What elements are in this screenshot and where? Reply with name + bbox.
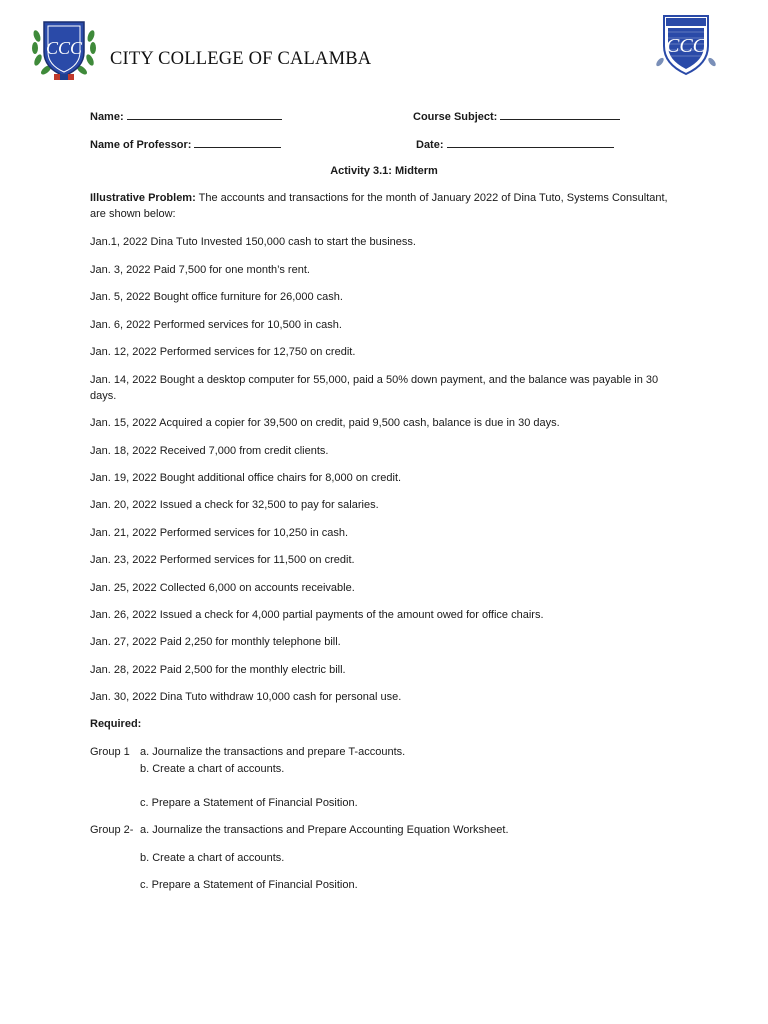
group1-task-c: c. Prepare a Statement of Financial Position. (140, 797, 358, 809)
name-field (90, 108, 282, 125)
group2-task-b: b. Create a chart of accounts. (140, 852, 285, 864)
activity-title: Activity 3.1: Midterm (330, 165, 438, 177)
transaction-item: Jan. 26, 2022 Issued a check for 4,000 partial payments of the amount owed for office chairs. (90, 609, 544, 621)
date-input-line[interactable] (447, 136, 614, 148)
course-subject-input-line[interactable] (500, 108, 620, 120)
group1-task-a: a. Journalize the transactions and prepare T-accounts. (140, 746, 406, 758)
transaction-item: Jan. 25, 2022 Collected 6,000 on accounts receivable. (90, 582, 355, 594)
transaction-item: Jan.1, 2022 Dina Tuto Invested 150,000 cash to start the business. (90, 236, 416, 248)
transaction-item: Jan. 27, 2022 Paid 2,250 for monthly telephone bill. (90, 636, 341, 648)
illustrative-problem (90, 190, 672, 222)
group2-task-c: c. Prepare a Statement of Financial Position. (140, 879, 358, 891)
required-heading: Required: (90, 718, 142, 730)
transaction-item: Jan. 28, 2022 Paid 2,500 for the monthly electric bill. (90, 664, 346, 676)
professor-input-line[interactable] (194, 136, 281, 148)
college-logo-right (650, 12, 722, 76)
group2-task-a: a. Journalize the transactions and Prepare Accounting Equation Worksheet. (140, 824, 509, 836)
group1-task-b: b. Create a chart of accounts. (140, 763, 285, 775)
transaction-item: Jan. 12, 2022 Performed services for 12,750 on credit. (90, 346, 356, 358)
group1-label: Group 1 (90, 746, 130, 758)
problem-text: The accounts and transactions for the month of January 2022 of Dina Tuto, Systems Consultant, are shown below: (90, 192, 668, 220)
transaction-item: Jan. 19, 2022 Bought additional office chairs for 8,000 on credit. (90, 472, 402, 484)
date-label: Date: (416, 139, 444, 151)
professor-field (90, 136, 281, 153)
name-input-line[interactable] (127, 108, 282, 120)
course-subject-label: Course Subject: (413, 111, 498, 123)
transaction-item: Jan. 18, 2022 Received 7,000 from credit clients. (90, 445, 329, 457)
name-label: Name: (90, 111, 124, 123)
logo-monogram-left: CCC (45, 38, 83, 58)
course-subject-field (413, 108, 620, 125)
transaction-item: Jan. 3, 2022 Paid 7,500 for one month’s rent. (90, 264, 310, 276)
transaction-item: Jan. 6, 2022 Performed services for 10,500 in cash. (90, 319, 342, 331)
transaction-item: Jan. 23, 2022 Performed services for 11,500 on credit. (90, 554, 355, 566)
transaction-item: Jan. 15, 2022 Acquired a copier for 39,500 on credit, paid 9,500 cash, balance is due in 30 days. (90, 417, 560, 429)
group2-label: Group 2- (90, 824, 134, 836)
college-logo-left (30, 16, 98, 82)
college-name: CITY COLLEGE OF CALAMBA (110, 49, 372, 69)
logo-monogram-right: CCC (665, 35, 707, 57)
professor-label: Name of Professor: (90, 139, 192, 151)
transaction-item: Jan. 5, 2022 Bought office furniture for 26,000 cash. (90, 291, 343, 303)
transaction-item: Jan. 20, 2022 Issued a check for 32,500 to pay for salaries. (90, 499, 379, 511)
problem-label: Illustrative Problem: (90, 192, 196, 204)
transaction-item: Jan. 30, 2022 Dina Tuto withdraw 10,000 cash for personal use. (90, 691, 402, 703)
transaction-item: Jan. 14, 2022 Bought a desktop computer for 55,000, paid a 50% down payment, and the balance was payable in 30 days. (90, 374, 659, 402)
transaction-item: Jan. 21, 2022 Performed services for 10,250 in cash. (90, 527, 349, 539)
date-field (416, 136, 614, 153)
